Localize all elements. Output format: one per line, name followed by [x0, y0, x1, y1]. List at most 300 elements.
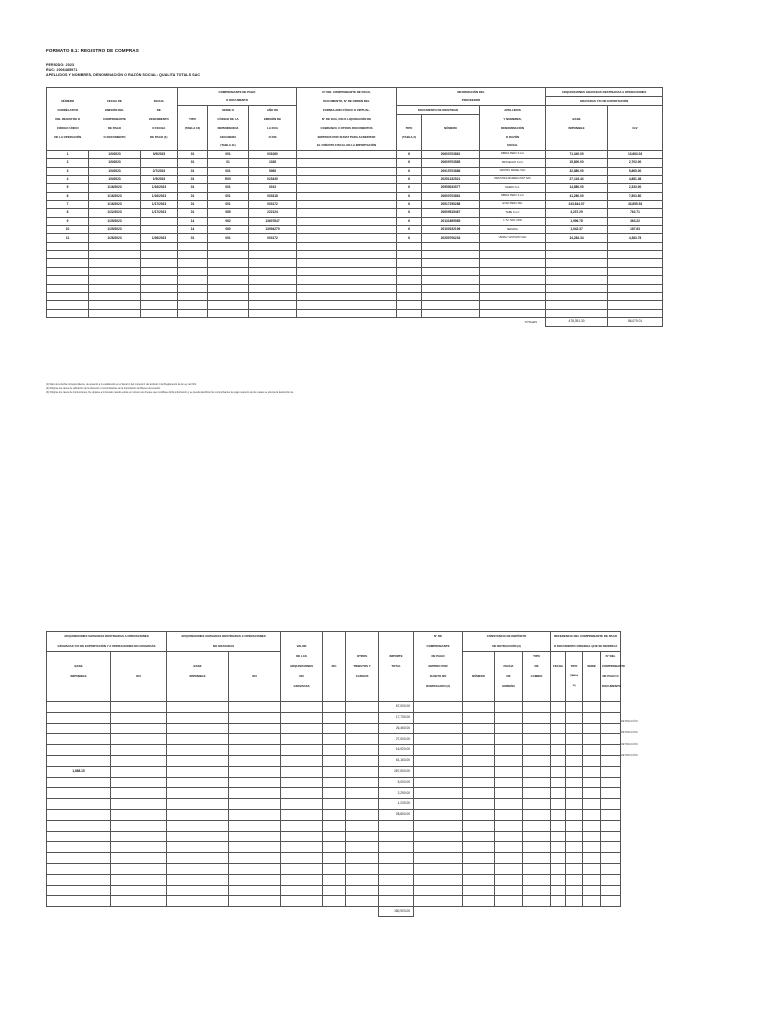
header2-emision: EMISIÓN: [495, 682, 523, 692]
cell-base: 41,280.00: [546, 192, 608, 200]
cell-base: [47, 831, 111, 842]
cell-empty: [178, 292, 208, 300]
cell-empty: [323, 712, 346, 723]
cell-empty: [208, 251, 249, 259]
cell-empty: [229, 842, 281, 853]
cell-f1: 1/9/2023: [89, 167, 141, 175]
cell-empty: [297, 259, 397, 267]
cell-empty: [480, 284, 546, 292]
cell-empty: [551, 820, 566, 831]
cell-empty: [281, 842, 323, 853]
header2-adq-no-gravadas: ADQUISICIONES GRAVADAS DESTINADAS A OPERACIONES: [167, 632, 281, 642]
cell-empty: [111, 723, 167, 734]
cell-empty: [414, 809, 463, 820]
cell-empty: [229, 777, 281, 788]
cell-num: 003172: [249, 234, 297, 242]
total-base: 478,391.30: [546, 317, 608, 326]
cell-empty: [323, 831, 346, 842]
header2-tabla10b: 10): [566, 682, 583, 692]
cell-empty: [523, 777, 551, 788]
cell-f2: 1/9/2023: [141, 176, 178, 184]
cell-f1: 1/9/2023: [89, 151, 141, 159]
cell-f2: 1/17/2023: [141, 209, 178, 217]
cell-empty: [495, 896, 523, 907]
cell-empty: [566, 734, 583, 745]
cell-empty: [546, 267, 608, 275]
cell-empty: [546, 259, 608, 267]
cell-empty: [47, 292, 89, 300]
cell-empty: [551, 766, 566, 777]
cell-empty: [281, 809, 323, 820]
cell-empty: [397, 267, 422, 275]
table-row: [47, 712, 621, 723]
cell-empty: [397, 276, 422, 284]
cell-empty: [495, 755, 523, 766]
cell-empty: [422, 242, 480, 250]
cell-empty: [229, 863, 281, 874]
cell-empty: [178, 301, 208, 309]
table-row: [47, 788, 621, 799]
header2-adquisiciones: ADQUISICIONES: [281, 662, 323, 672]
cell-s: 062: [208, 217, 249, 225]
cell-n: 10: [47, 226, 89, 234]
cell-base: [47, 745, 111, 756]
table-row: [47, 276, 663, 284]
cell-empty: [566, 755, 583, 766]
table-row: [47, 702, 621, 713]
cell-empty: [346, 842, 379, 853]
cell-empty: [495, 702, 523, 713]
cell-empty: [397, 284, 422, 292]
header-nro-comprobante: N° DEL COMPROBANTE DE PAGO,: [297, 88, 397, 97]
cell-empty: [281, 788, 323, 799]
cell-igv: 7,803.80: [608, 192, 663, 200]
cell-empty: [608, 276, 663, 284]
cell-t: 01: [178, 176, 208, 184]
cell-empty: [297, 276, 397, 284]
cell-num: 001060: [249, 151, 297, 159]
cell-ruc: 20251232521: [422, 176, 480, 184]
cell-empty: [523, 755, 551, 766]
cell-s: 060: [208, 226, 249, 234]
period: PERIODO: 2023: [46, 63, 75, 67]
cell-empty: [601, 723, 621, 734]
cell-empty: [397, 301, 422, 309]
cell-base: [47, 820, 111, 831]
header2-numero: NÚMERO: [463, 672, 495, 682]
cell-empty: [167, 820, 229, 831]
cell-empty: [249, 267, 297, 275]
cell-empty: [323, 766, 346, 777]
cell-empty: [566, 745, 583, 756]
cell-empty: [111, 745, 167, 756]
table-row: [47, 217, 663, 225]
cell-empty: [111, 831, 167, 842]
cell-empty: [480, 242, 546, 250]
header-codigo-unico: CÓDIGO ÚNICO: [47, 124, 89, 133]
cell-ruc: 20915703886: [422, 167, 480, 175]
cell-empty: [523, 809, 551, 820]
cell-f1: 1/26/2023: [89, 234, 141, 242]
cell-empty: [167, 734, 229, 745]
cell-empty: [546, 242, 608, 250]
cell-empty: [89, 251, 141, 259]
cell-empty: [566, 831, 583, 842]
cell-ruc: 20609703585: [422, 159, 480, 167]
cell-empty: [495, 745, 523, 756]
table-row: [47, 723, 621, 734]
cell-empty: [297, 234, 397, 242]
cell-empty: [463, 712, 495, 723]
cell-base: 27,116.44: [546, 176, 608, 184]
cell-empty: [346, 896, 379, 907]
cell-base: [47, 712, 111, 723]
header-numero-doc: NÚMERO: [422, 124, 480, 133]
cell-empty: [463, 788, 495, 799]
cell-empty: [178, 276, 208, 284]
cell-empty: [297, 151, 397, 159]
cell-empty: [323, 863, 346, 874]
table-row: [47, 234, 663, 242]
header2-tabla10: (TABLA: [566, 672, 583, 682]
cell-empty: [178, 251, 208, 259]
cell-empty: [346, 702, 379, 713]
cell-empty: [229, 885, 281, 896]
cell-empty: [397, 292, 422, 300]
cell-empty: [208, 267, 249, 275]
cell-empty: [523, 788, 551, 799]
cell-total: [379, 885, 414, 896]
cell-empty: [551, 896, 566, 907]
table-row: [47, 251, 663, 259]
cell-total: [379, 853, 414, 864]
cell-empty: [346, 831, 379, 842]
header-imponible: IMPONIBLE: [546, 124, 608, 133]
cell-f2: 1/16/2023: [141, 184, 178, 192]
table-row: [47, 755, 621, 766]
cell-empty: [297, 184, 397, 192]
cell-empty: [178, 267, 208, 275]
cell-total: [379, 874, 414, 885]
header2-valor: VALOR: [281, 642, 323, 652]
table-row: [47, 896, 621, 907]
cell-empty: [601, 734, 621, 745]
cell-base: [47, 777, 111, 788]
cell-ruc: 20600703861: [422, 192, 480, 200]
cell-td: 6: [397, 209, 422, 217]
header2-isc: ISC: [323, 662, 346, 672]
cell-empty: [297, 226, 397, 234]
cell-empty: [178, 309, 208, 317]
table-row: [47, 766, 621, 777]
header2-domiciliado: DOMICILIADO (2): [414, 682, 463, 692]
cell-empty: [583, 745, 601, 756]
cell-total: 26,460.00: [379, 723, 414, 734]
cell-empty: [229, 723, 281, 734]
cell-base: 4,237.29: [546, 209, 608, 217]
cell-empty: [323, 853, 346, 864]
cell-empty: [601, 863, 621, 874]
cell-igv: 43,855.93: [608, 201, 663, 209]
header-adquisiciones: ADQUISICIONES GRAVADAS DESTINADAS A OPERACIONES: [546, 88, 663, 97]
header2-no-gravadas: NO GRAVADAS: [167, 642, 281, 652]
cell-t: 01: [178, 167, 208, 175]
header2-fecha2: FECHA: [551, 662, 566, 672]
cell-num: 0013: [249, 184, 297, 192]
cell-empty: [601, 831, 621, 842]
cell-f2: [141, 226, 178, 234]
cell-empty: [523, 723, 551, 734]
cell-ruc: 20517255288: [422, 201, 480, 209]
cell-base: 1,996.78: [546, 217, 608, 225]
header2-nro-del: N° DEL: [601, 652, 621, 662]
cell-num: 1028: [249, 159, 297, 167]
header2-de: DE: [495, 672, 523, 682]
cell-empty: [566, 853, 583, 864]
cell-empty: [346, 745, 379, 756]
cell-empty: [422, 251, 480, 259]
cell-total: [379, 896, 414, 907]
cell-t: 01: [178, 201, 208, 209]
cell-base: 71,340.00: [546, 151, 608, 159]
cell-base: [47, 702, 111, 713]
cell-n: 8: [47, 209, 89, 217]
cell-empty: [551, 755, 566, 766]
header-tipo2: TIPO: [397, 124, 422, 133]
cell-empty: [323, 809, 346, 820]
header-formulario: FORMULARIO FÍSICO O VIRTUAL,: [297, 106, 397, 115]
cell-empty: [601, 745, 621, 756]
cell-rs: EXAN PERU SRL: [480, 201, 546, 209]
table-row: [47, 301, 663, 309]
cell-empty: [583, 842, 601, 853]
cell-empty: [495, 809, 523, 820]
cell-empty: [89, 284, 141, 292]
footnote-2: (2) Dirigirse los casos de utilización de la dirección o comprobantes de la Importación de Bienes del exterior.: [46, 387, 161, 391]
cell-empty: [297, 301, 397, 309]
cell-empty: [583, 799, 601, 810]
cell-empty: [422, 276, 480, 284]
cell-empty: [141, 259, 178, 267]
cell-empty: [601, 777, 621, 788]
cell-empty: [47, 309, 89, 317]
cell-base: [47, 799, 111, 810]
header-tabla11: (TABLA 11): [208, 142, 249, 151]
header2-tributos: TRIBUTOS Y: [346, 662, 379, 672]
header2-base-1: BASE: [47, 662, 111, 672]
table-row: [47, 292, 663, 300]
cell-empty: [167, 853, 229, 864]
header-dependencia: DEPENDENCIA: [208, 124, 249, 133]
cell-empty: [414, 777, 463, 788]
cell-s: 001: [208, 151, 249, 159]
cell-td: 6: [397, 159, 422, 167]
cell-t: 14: [178, 217, 208, 225]
cell-empty: [414, 734, 463, 745]
cell-empty: [89, 259, 141, 267]
header-tabla10: (TABLA 10): [178, 124, 208, 133]
cell-empty: [346, 777, 379, 788]
cell-empty: [463, 896, 495, 907]
cell-empty: [346, 874, 379, 885]
cell-empty: [178, 259, 208, 267]
cell-empty: [323, 723, 346, 734]
report-title: FORMATO 8.1: REGISTRO DE COMPRAS: [46, 48, 139, 53]
purchases-table-continued: [46, 631, 625, 917]
cell-empty: [583, 809, 601, 820]
cell-empty: [601, 712, 621, 723]
cell-empty: [495, 885, 523, 896]
cell-empty: [281, 799, 323, 810]
cell-empty: [546, 309, 608, 317]
cell-empty: [281, 766, 323, 777]
cell-empty: [249, 242, 297, 250]
cell-empty: [297, 251, 397, 259]
cell-td: 6: [397, 184, 422, 192]
cell-empty: [323, 745, 346, 756]
header-de-la-op: DE LA OPERACIÓN: [47, 133, 89, 142]
cell-empty: [167, 831, 229, 842]
cell-igv: 13,663.03: [608, 151, 663, 159]
header-de-pago: DE PAGO: [107, 125, 122, 130]
cell-empty: [566, 788, 583, 799]
cell-f1: 1/25/2023: [89, 217, 141, 225]
cell-empty: [480, 251, 546, 259]
header2-sujeto: SUJETO NO: [414, 672, 463, 682]
cell-empty: [583, 734, 601, 745]
cell-empty: [346, 820, 379, 831]
cell-f1: 1/16/2023: [89, 192, 141, 200]
cell-igv: 363.22: [608, 217, 663, 225]
cell-empty: [323, 842, 346, 853]
table-row: [47, 831, 621, 842]
cell-empty: [111, 766, 167, 777]
cell-td: 6: [397, 192, 422, 200]
cell-empty: [601, 766, 621, 777]
cell-empty: [523, 885, 551, 896]
cell-n: 6: [47, 192, 89, 200]
cell-f2: 1/17/2023: [141, 201, 178, 209]
cell-empty: [463, 745, 495, 756]
cell-empty: [323, 777, 346, 788]
cell-empty: [47, 284, 89, 292]
cell-empty: [566, 712, 583, 723]
purchases-table: [46, 87, 663, 327]
cell-empty: [249, 284, 297, 292]
cell-empty: [583, 853, 601, 864]
cell-empty: [229, 799, 281, 810]
cell-empty: [566, 723, 583, 734]
header-serie: SERIE O: [208, 106, 249, 115]
cell-empty: [167, 777, 229, 788]
cell-empty: [495, 863, 523, 874]
cell-total: 17,730.00: [379, 712, 414, 723]
cell-empty: [47, 301, 89, 309]
cell-empty: [495, 853, 523, 864]
cell-empty: [167, 799, 229, 810]
table-row: [47, 159, 663, 167]
cell-empty: [414, 755, 463, 766]
cell-empty: [397, 309, 422, 317]
cell-empty: [495, 831, 523, 842]
header-tabla2: (TABLA 2): [397, 133, 422, 142]
cell-empty: [323, 788, 346, 799]
cell-ruc: 20609515467: [422, 209, 480, 217]
cell-empty: [208, 292, 249, 300]
cell-empty: [422, 292, 480, 300]
table-row: [47, 853, 621, 864]
cell-empty: [281, 896, 323, 907]
cell-s: 001: [208, 184, 249, 192]
header2-igv-2: IGV: [229, 672, 281, 682]
cell-empty: [281, 712, 323, 723]
cell-base: [47, 809, 111, 820]
cell-empty: [551, 702, 566, 713]
cell-rs: ABBAS PERU S.A.C: [480, 192, 546, 200]
header2-detraccion: DE DETRACCIÓN (3): [463, 642, 551, 652]
cell-empty: [546, 301, 608, 309]
cell-empty: [523, 745, 551, 756]
header-cobranza: COBRANZA U OTROS DOCUMENTOS: [297, 124, 397, 133]
cell-empty: [323, 874, 346, 885]
header-emision-dua: EMISIÓN DE: [249, 115, 297, 124]
cell-empty: [281, 777, 323, 788]
cell-n: 2: [47, 159, 89, 167]
cell-empty: [495, 777, 523, 788]
cell-ruc: 20131895985: [422, 217, 480, 225]
cell-empty: [551, 853, 566, 864]
cell-empty: [281, 702, 323, 713]
cell-empty: [414, 766, 463, 777]
cell-empty: [601, 842, 621, 853]
cell-empty: [141, 309, 178, 317]
cell-empty: [414, 799, 463, 810]
table-row: [47, 192, 663, 200]
header-social: SOCIAL: [480, 142, 546, 151]
cell-empty: [414, 874, 463, 885]
cell-empty: [281, 723, 323, 734]
cell-empty: [480, 301, 546, 309]
cell-f2: [141, 217, 178, 225]
cell-ruc: 20600703861: [422, 151, 480, 159]
cell-empty: [281, 734, 323, 745]
cell-empty: [551, 712, 566, 723]
cell-base: [47, 863, 111, 874]
cell-empty: [167, 809, 229, 820]
cell-num: 003172: [249, 201, 297, 209]
cell-empty: [141, 251, 178, 259]
cell-empty: [523, 820, 551, 831]
cell-empty: [111, 702, 167, 713]
cell-empty: [463, 799, 495, 810]
header-documento-nro: DOCUMENTO, N° DE ORDEN DEL: [297, 97, 397, 106]
header2-referencia: REFERENCIA DEL COMPROBANTE DE PAGO: [551, 632, 621, 642]
table-row: [47, 745, 621, 756]
cell-empty: [229, 831, 281, 842]
cell-empty: [463, 777, 495, 788]
cell-empty: [229, 874, 281, 885]
cell-f1: 1/22/2023: [89, 209, 141, 217]
header2-imponible-1: IMPONIBLE: [47, 672, 111, 682]
cell-f1: 1/16/2023: [89, 201, 141, 209]
cell-td: 6: [397, 167, 422, 175]
cell-empty: [208, 284, 249, 292]
table-row: [47, 267, 663, 275]
cell-empty: [141, 284, 178, 292]
cell-empty: [111, 777, 167, 788]
cell-empty: [583, 831, 601, 842]
company-name: APELLIDOS Y NOMBRES, DENOMINACIÓN O RAZÓN SOCIAL: QUALITA TOTALS SAC: [46, 73, 201, 77]
